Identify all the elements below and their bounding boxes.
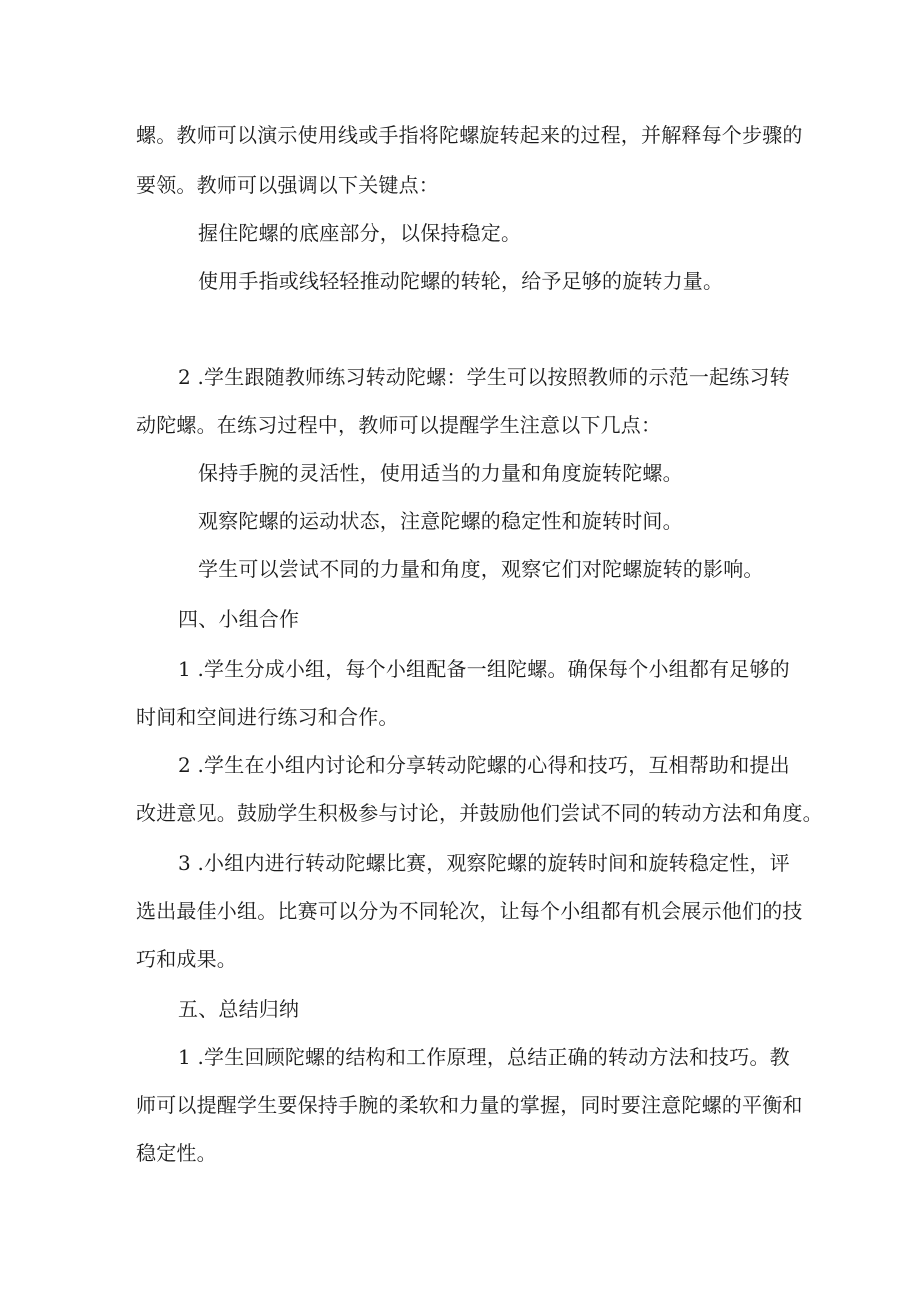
section-heading: 五、总结归纳 xyxy=(178,997,300,1021)
paragraph-line: 动陀螺。在练习过程中，教师可以提醒学生注意以下几点： xyxy=(136,413,662,437)
paragraph-line: 巧和成果。 xyxy=(136,947,237,971)
bullet-point: 使用手指或线轻轻推动陀螺的转轮，给予足够的旋转力量。 xyxy=(198,269,724,293)
bullet-point: 学生可以尝试不同的力量和角度，观察它们对陀螺旋转的影响。 xyxy=(198,557,764,581)
paragraph-line: 稳定性。 xyxy=(136,1141,217,1165)
numbered-item: 1 .学生回顾陀螺的结构和工作原理，总结正确的转动方法和技巧。教 xyxy=(178,1045,790,1069)
numbered-item: 2 .学生在小组内讨论和分享转动陀螺的心得和技巧，互相帮助和提出 xyxy=(178,753,790,777)
paragraph-line: 螺。教师可以演示使用线或手指将陀螺旋转起来的过程，并解释每个步骤的 xyxy=(136,123,803,147)
numbered-item: 2 .学生跟随教师练习转动陀螺：学生可以按照教师的示范一起练习转 xyxy=(178,365,790,389)
paragraph-line: 改进意见。鼓励学生积极参与讨论，并鼓励他们尝试不同的转动方法和角度。 xyxy=(136,801,823,825)
paragraph-line: 时间和空间进行练习和合作。 xyxy=(136,705,399,729)
paragraph-line: 要领。教师可以强调以下关键点： xyxy=(136,173,439,197)
bullet-point: 观察陀螺的运动状态，注意陀螺的稳定性和旋转时间。 xyxy=(198,509,683,533)
section-heading: 四、小组合作 xyxy=(178,607,300,631)
bullet-point: 保持手腕的灵活性，使用适当的力量和角度旋转陀螺。 xyxy=(198,461,683,485)
numbered-item: 3 .小组内进行转动陀螺比赛，观察陀螺的旋转时间和旋转稳定性，评 xyxy=(178,851,790,875)
paragraph-line: 选出最佳小组。比赛可以分为不同轮次，让每个小组都有机会展示他们的技 xyxy=(136,899,803,923)
numbered-item: 1 .学生分成小组，每个小组配备一组陀螺。确保每个小组都有足够的 xyxy=(178,657,790,681)
paragraph-line: 师可以提醒学生要保持手腕的柔软和力量的掌握，同时要注意陀螺的平衡和 xyxy=(136,1093,803,1117)
bullet-point: 握住陀螺的底座部分，以保持稳定。 xyxy=(198,221,522,245)
